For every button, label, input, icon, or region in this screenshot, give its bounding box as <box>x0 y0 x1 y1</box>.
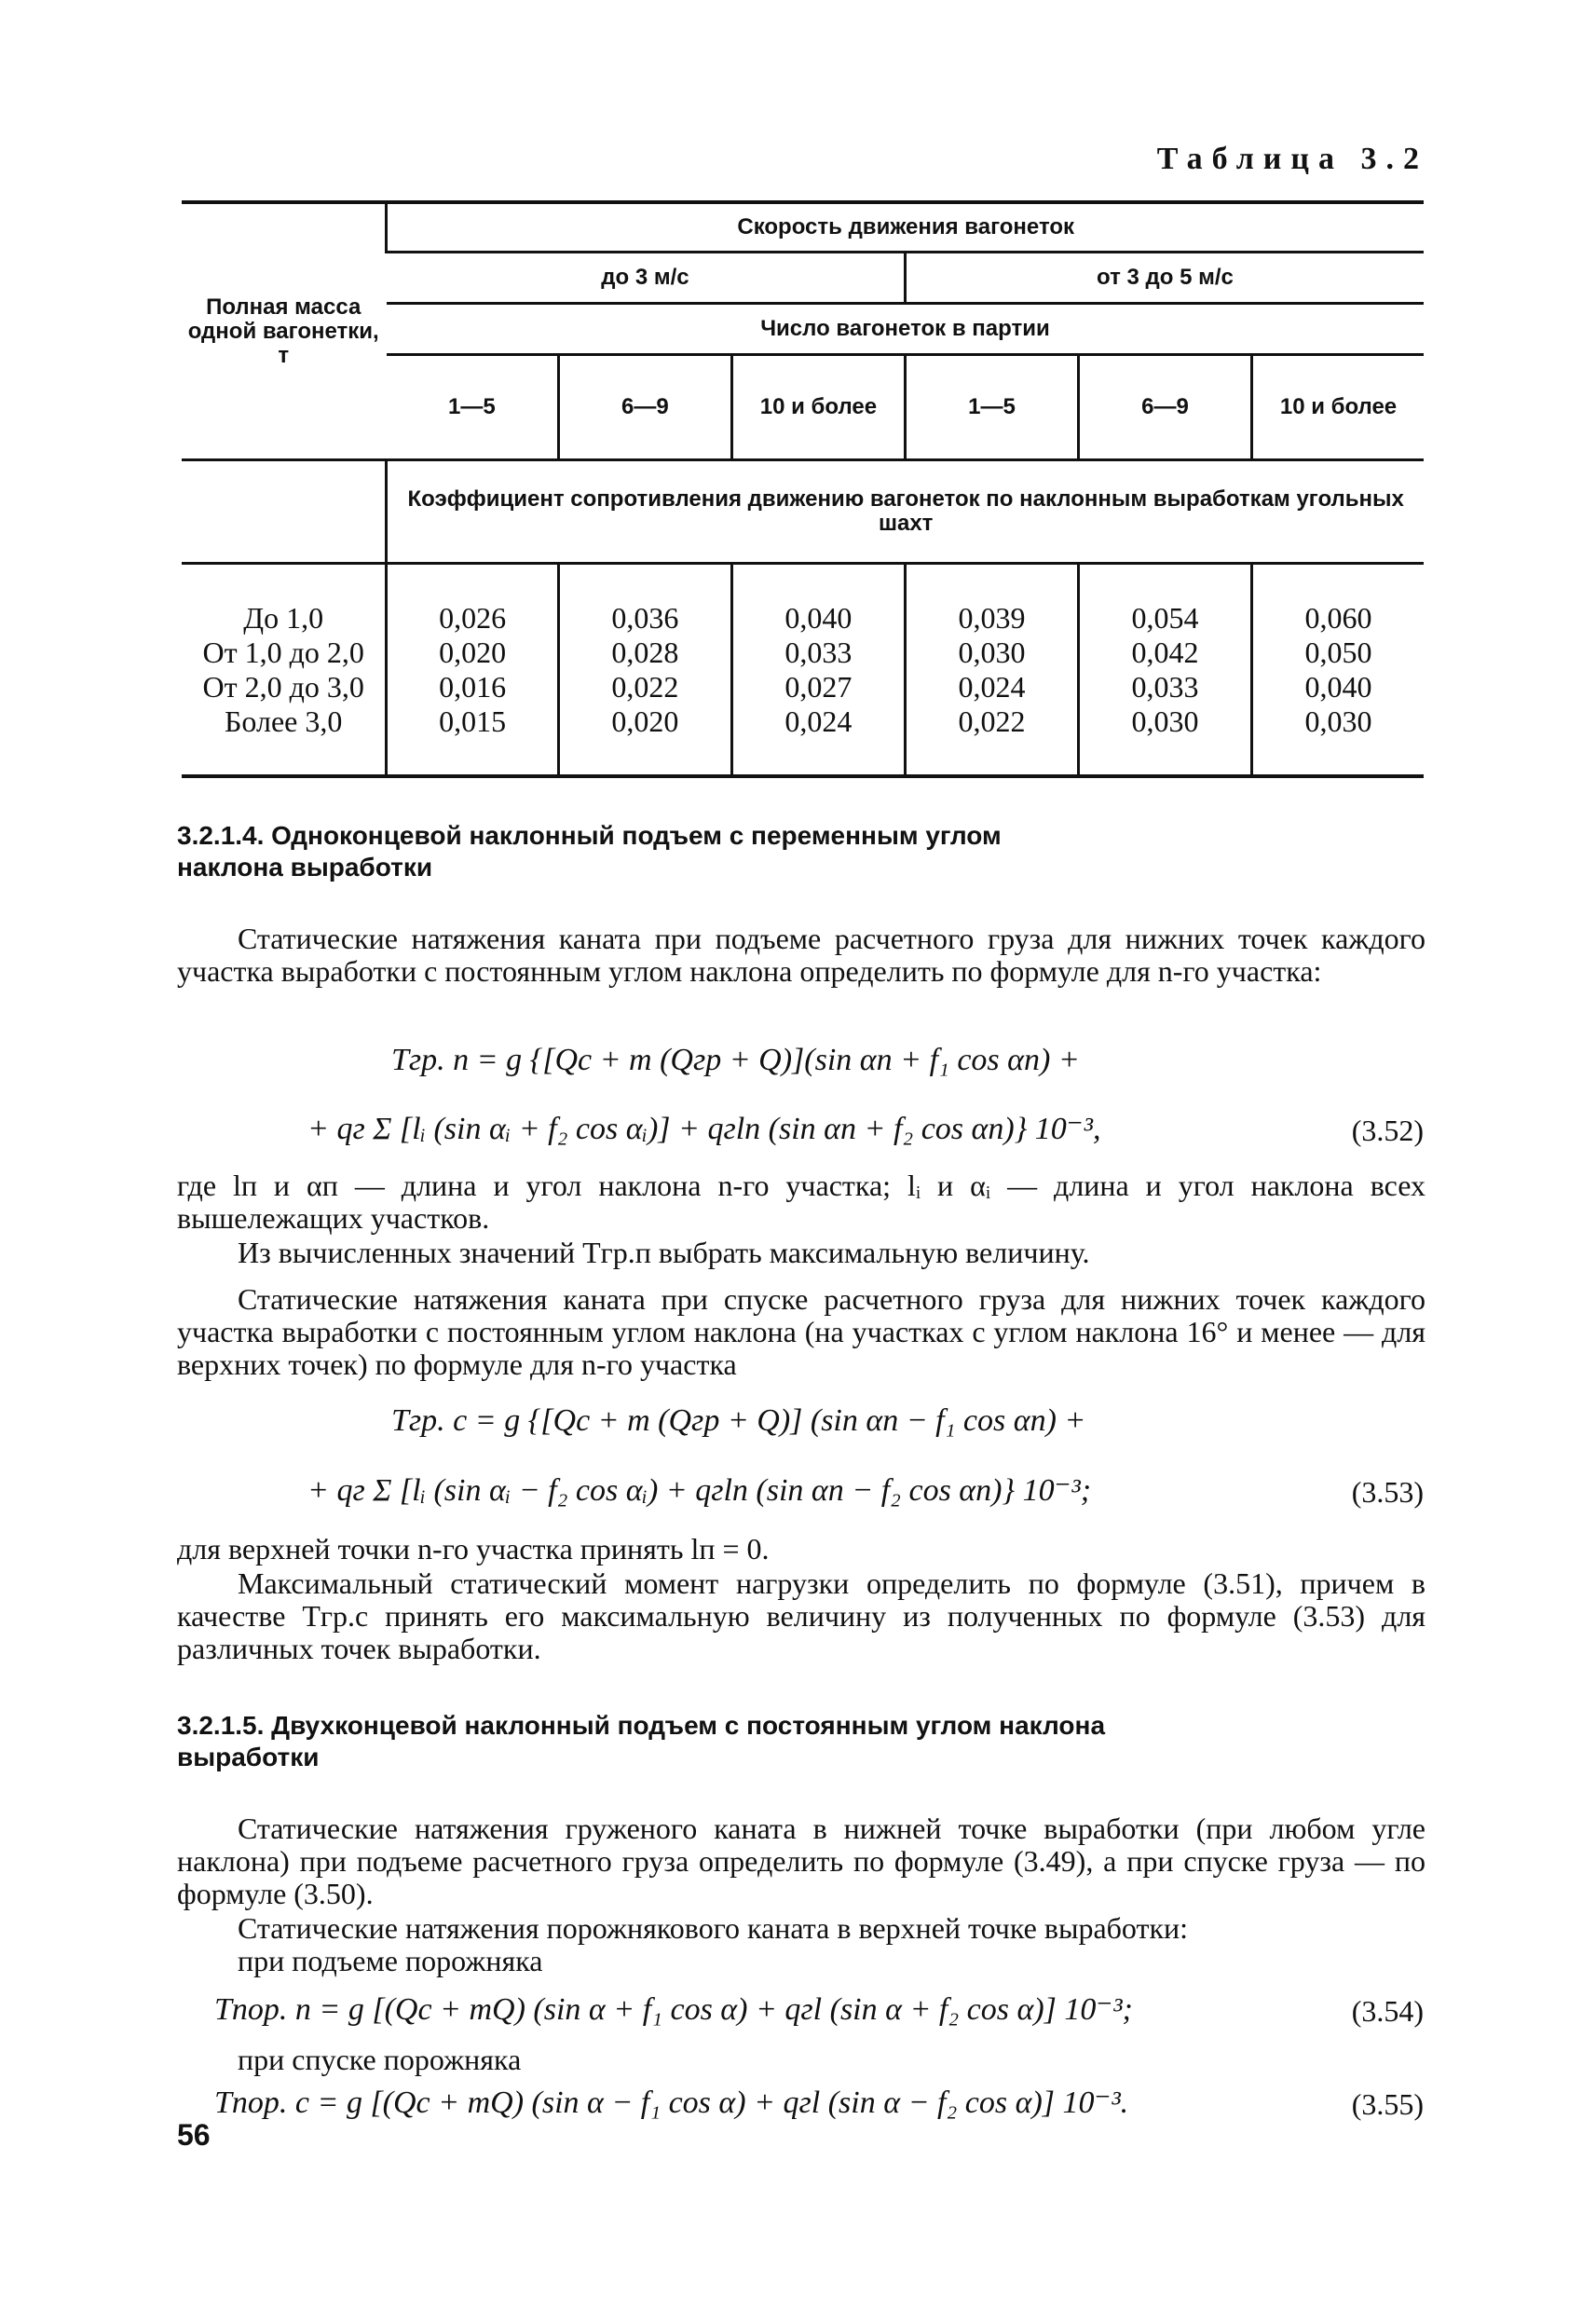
coefficient-column <box>905 564 1078 777</box>
coefficient-value: 0,026 <box>439 600 507 635</box>
coefficient-value: 0,030 <box>958 635 1026 669</box>
equation-3-53-line-1: Tгр. с = g {[Qс + m (Qгр + Q)] (sin αп − f₁ cos αп) + <box>391 1403 1086 1438</box>
speed-group-2: от 3 до 5 м/с <box>905 253 1424 304</box>
speed-group-1: до 3 м/с <box>387 253 906 304</box>
coefficient-column <box>387 564 558 777</box>
coefficient-column <box>558 564 731 777</box>
mass-column-header: Полная масса одной вагонетки, т <box>182 202 387 460</box>
wagon-count-header: Число вагонеток в партии <box>387 304 1424 355</box>
equation-3-55: Tпор. с = g [(Qс + mQ) (sin α − f₁ cos α) + qгl (sin α − f₂ cos α)] 10⁻³. <box>214 2085 1129 2120</box>
mass-row-label: От 2,0 до 3,0 <box>202 669 364 704</box>
coefficient-value: 0,028 <box>611 635 679 669</box>
paragraph: при подъеме порожняка <box>238 1944 543 1977</box>
coefficient-value: 0,022 <box>611 669 679 704</box>
equation-number: (3.55) <box>1351 2087 1424 2121</box>
section-heading: 3.2.1.4. Одноконцевой наклонный подъем с переменным углом наклона выработки <box>177 821 1002 882</box>
paragraph: Статические натяжения груженого каната в нижней точке выработки (при любом угле наклона) при подъеме расчетного груза определить по формуле (3.49), а при спуске груза — по формуле (3.50). <box>177 1812 1425 1910</box>
mass-row-label: От 1,0 до 2,0 <box>202 635 364 669</box>
equation-number: (3.54) <box>1351 1994 1424 2028</box>
paragraph: для верхней точки n-го участка принять lп = 0. <box>177 1532 770 1566</box>
coefficient-value: 0,024 <box>784 704 853 738</box>
resistance-coefficient-table <box>182 200 1424 778</box>
coefficient-column <box>731 564 905 777</box>
coefficient-value: 0,024 <box>958 669 1026 704</box>
paragraph: Статические натяжения порожнякового каната в верхней точке выработки: <box>238 1911 1189 1945</box>
coefficient-value: 0,040 <box>1304 669 1372 704</box>
count-column-header: 6—9 <box>1078 355 1251 460</box>
coefficient-column <box>1078 564 1251 777</box>
mass-row-label: Более 3,0 <box>225 704 343 738</box>
coefficient-value: 0,040 <box>784 600 853 635</box>
coefficient-value: 0,015 <box>439 704 507 738</box>
coefficient-value: 0,020 <box>611 704 679 738</box>
coefficient-value: 0,020 <box>439 635 507 669</box>
coefficient-value: 0,039 <box>958 600 1026 635</box>
paragraph: Статические натяжения каната при спуске расчетного груза для нижних точек каждого участка выработки с постоянным углом наклона (на участках с углом наклона 16° и менее — для верхних точек) по формуле для n-го участка <box>177 1282 1425 1381</box>
coefficient-value: 0,033 <box>1131 669 1199 704</box>
coefficient-value: 0,016 <box>439 669 507 704</box>
paragraph: Максимальный статический момент нагрузки определить по формуле (3.51), причем в качестве Tгр.с принять его максимальную величину из полученных по формуле (3.53) для различных точек выработки. <box>177 1566 1425 1665</box>
coefficient-value: 0,033 <box>784 635 853 669</box>
count-column-header: 10 и более <box>731 355 905 460</box>
coefficient-column <box>1252 564 1424 777</box>
speed-header: Скорость движения вагонеток <box>387 202 1424 253</box>
coefficient-value: 0,027 <box>784 669 853 704</box>
coefficient-value: 0,050 <box>1304 635 1372 669</box>
equation-number: (3.53) <box>1351 1475 1424 1509</box>
mass-values-cell <box>182 564 387 777</box>
coefficient-value: 0,054 <box>1131 600 1199 635</box>
count-column-header: 10 и более <box>1252 355 1424 460</box>
coefficient-value: 0,060 <box>1304 600 1372 635</box>
paragraph: при спуске порожняка <box>238 2043 522 2076</box>
equation-3-54: Tпор. п = g [(Qс + mQ) (sin α + f₁ cos α) + qгl (sin α + f₂ cos α)] 10⁻³; <box>214 1992 1133 2027</box>
table-caption: Таблица 3.2 <box>1156 142 1428 176</box>
equation-3-52-line-1: Tгр. п = g {[Qс + m (Qгр + Q)](sin αп + f₁ cos αп) + <box>391 1043 1080 1077</box>
coefficient-value: 0,042 <box>1131 635 1199 669</box>
paragraph: Статические натяжения каната при подъеме расчетного груза для нижних точек каждого участка выработки с постоянным углом наклона определить по формуле для n-го участка: <box>177 922 1425 988</box>
mass-row-label: До 1,0 <box>243 600 324 635</box>
coefficient-value: 0,030 <box>1304 704 1372 738</box>
coefficient-value: 0,030 <box>1131 704 1199 738</box>
equation-3-52-line-2: + qг Σ [lᵢ (sin αᵢ + f₂ cos αᵢ)] + qгlп (sin αп + f₂ cos αп)} 10⁻³, <box>307 1112 1101 1146</box>
coefficient-value: 0,036 <box>611 600 679 635</box>
paragraph: Из вычисленных значений Tгр.п выбрать максимальную величину. <box>238 1236 1090 1269</box>
table-spacer <box>182 460 387 564</box>
paragraph: где lп и αп — длина и угол наклона n-го участка; lᵢ и αᵢ — длина и угол наклона всех вышележащих участков. <box>177 1169 1425 1235</box>
coefficient-value: 0,022 <box>958 704 1026 738</box>
coefficient-header: Коэффициент сопротивления движению вагонеток по наклонным выработкам угольных шахт <box>387 460 1424 564</box>
count-column-header: 1—5 <box>387 355 558 460</box>
section-heading: 3.2.1.5. Двухконцевой наклонный подъем с постоянным углом наклона выработки <box>177 1711 1106 1771</box>
page-number: 56 <box>177 2118 211 2152</box>
count-column-header: 1—5 <box>905 355 1078 460</box>
equation-number: (3.52) <box>1351 1114 1424 1147</box>
equation-3-53-line-2: + qг Σ [lᵢ (sin αᵢ − f₂ cos αᵢ) + qгlп (sin αп − f₂ cos αп)} 10⁻³; <box>307 1473 1092 1508</box>
count-column-header: 6—9 <box>558 355 731 460</box>
